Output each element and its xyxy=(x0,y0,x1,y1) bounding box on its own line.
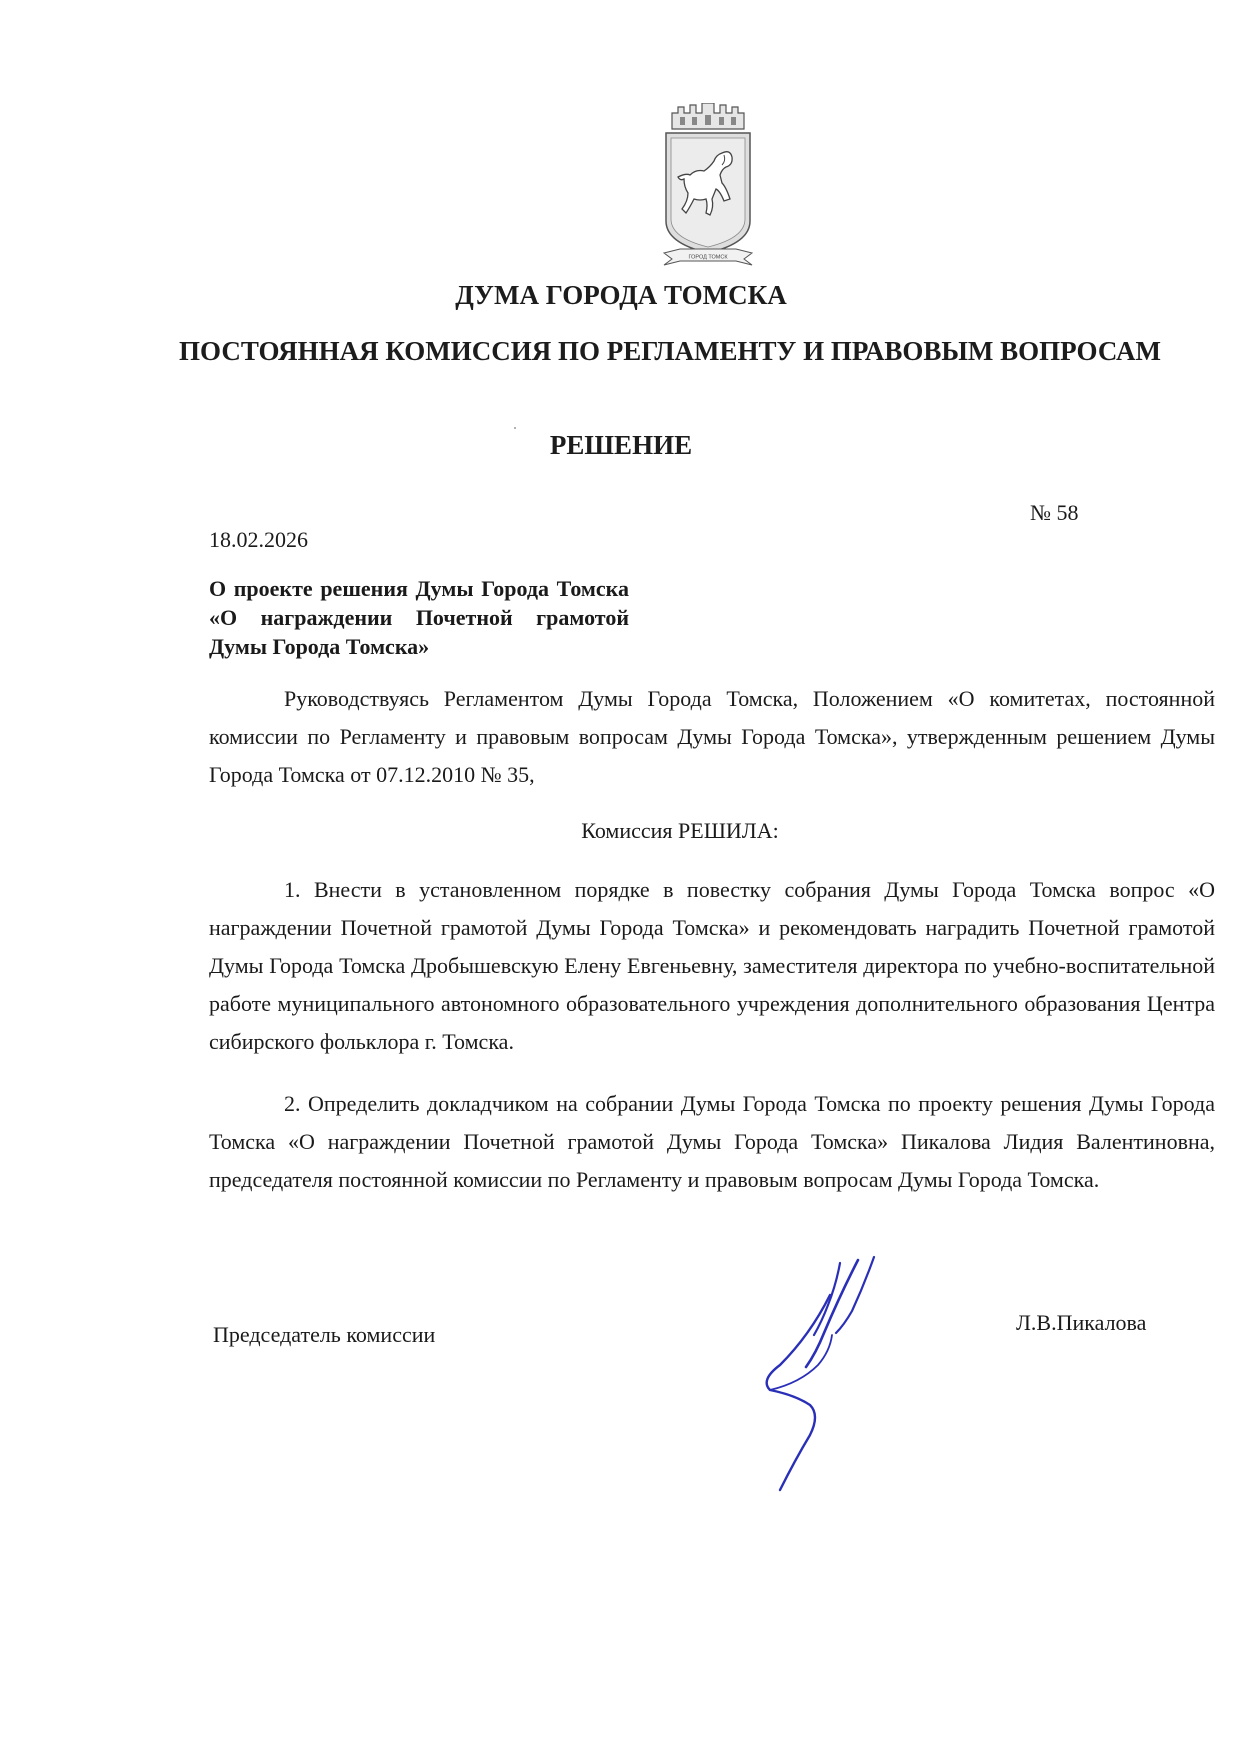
emblem-ribbon-text: ГОРОД ТОМСК xyxy=(688,254,728,261)
document-subject: О проекте решения Думы Города Томска «О награждении Почетной грамотой Думы Города Томска» xyxy=(209,576,629,659)
scan-artifact xyxy=(514,427,516,429)
document-number: № 58 xyxy=(1030,500,1079,525)
tomsk-coat-of-arms-icon xyxy=(660,103,756,275)
resolved-line: Комиссия РЕШИЛА: xyxy=(581,818,779,843)
handwritten-signature xyxy=(740,1255,890,1495)
intro-paragraph: Руководствуясь Регламентом Думы Города Томска, Положением «О комитетах, постоянной комиссии по Регламенту и правовым вопросам Думы Города Томска», утвержденным решением Думы Города Томска от 07.12.2010 № 35, xyxy=(209,686,1215,787)
resolution-item-2: 2. Определить докладчиком на собрании Думы Города Томска по проекту решения Думы Города Томска «О награждении Почетной грамотой Думы Города Томска» Пикалова Лидия Валентиновна, председателя постоянной комиссии по Регламенту и правовым вопросам Думы Города Томска. xyxy=(209,1091,1215,1192)
signatory-name: Л.В.Пикалова xyxy=(1016,1310,1147,1335)
document-type-title: РЕШЕНИЕ xyxy=(549,430,693,460)
document-date: 18.02.2026 xyxy=(209,527,308,552)
signatory-position: Председатель комиссии xyxy=(213,1322,436,1347)
organization-title: ДУМА ГОРОДА ТОМСКА xyxy=(455,280,787,310)
commission-title: ПОСТОЯННАЯ КОМИССИЯ ПО РЕГЛАМЕНТУ И ПРАВОВЫМ ВОПРОСАМ xyxy=(179,336,1161,366)
resolution-item-1: 1. Внести в установленном порядке в повестку собрания Думы Города Томска вопрос «О награждении Почетной грамотой Думы Города Томска» и рекомендовать наградить Почетной грамотой Думы Города Томска Дробышевскую Елену Евгеньевну, заместителя директора по учебно-воспитательной работе муниципального автономного образовательного учреждения дополнительного образования Центра сибирского фольклора г. Томска. xyxy=(209,877,1215,1054)
